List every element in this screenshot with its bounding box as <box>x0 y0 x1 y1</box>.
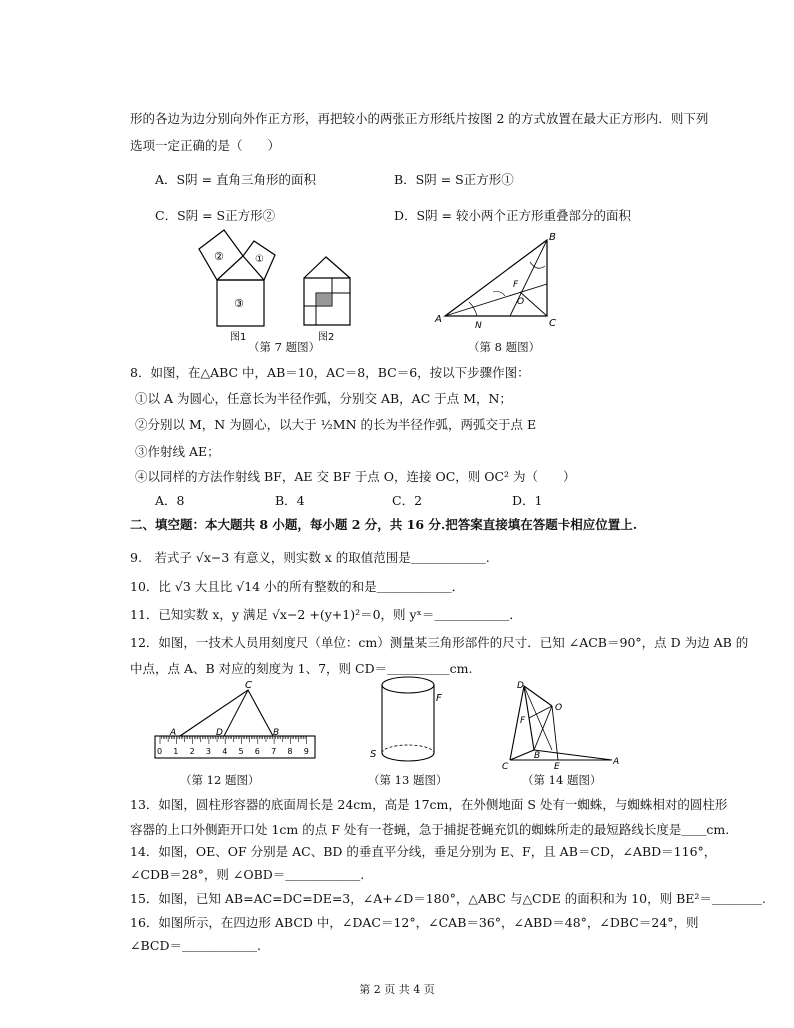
label-b: B <box>549 232 556 243</box>
q8-step1: ①以 A 为圆心，任意长为半径作弧，分别交 AB，AC 于点 M，N； <box>135 391 512 406</box>
label-e: E <box>554 762 560 772</box>
q7-line2: 选项一定正确的是（ ） <box>130 138 281 153</box>
label-a: A <box>170 728 177 738</box>
q8-step4: ④以同样的方法作射线 BF，AE 交 BF 于点 O，连接 OC，则 OC² 为（ ） <box>135 469 576 484</box>
ruler-tick-label: 0 <box>157 747 163 756</box>
q7-option-a: A．S阴 = 直角三角形的面积 <box>155 172 317 187</box>
page-footer: 第 2 页 共 4 页 <box>359 983 435 996</box>
q7-line1: 形的各边为边分别向外作正方形，再把较小的两张正方形纸片按图 2 的方式放置在最大正方形内．则下列 <box>130 111 709 126</box>
label-n: N <box>475 321 482 331</box>
q16-line1: 16．如图所示，在四边形 ABCD 中，∠DAC＝12°，∠CAB＝36°，∠ABD＝48°，∠DBC＝24°，则 <box>130 915 699 930</box>
ruler-tick-label: 7 <box>271 747 277 756</box>
label-o: O <box>517 297 525 307</box>
q7-option-c: C．S阴 = S正方形② <box>155 208 276 223</box>
label-o: O <box>555 703 563 713</box>
label-s: S <box>370 749 377 760</box>
ruler-tick-label: 2 <box>189 747 195 756</box>
label-f: F <box>513 280 519 290</box>
section-2-heading: 二、填空题：本大题共 8 小题，每小题 2 分，共 16 分.把答案直接填在答题卡相应位置上. <box>130 517 638 532</box>
q12-figure <box>152 680 322 770</box>
q8-step3: ③作射线 AE； <box>135 444 220 459</box>
label-c: C <box>245 680 252 691</box>
ruler-tick-label: 5 <box>238 747 244 756</box>
ruler-tick-label: 1 <box>173 747 179 756</box>
q8-figure <box>435 232 570 332</box>
fig1-label: 图1 <box>230 332 247 343</box>
q13-figure <box>366 675 456 770</box>
q12-line1: 12．如图，一技术人员用刻度尺（单位：cm）测量某三角形部件的尺寸．已知 ∠ACB＝90°，点 D 为边 AB 的 <box>130 635 749 650</box>
square-1-label: ① <box>255 254 264 265</box>
label-b: B <box>534 751 541 761</box>
label-f: F <box>520 716 526 726</box>
label-d: D <box>216 728 223 738</box>
label-b: B <box>273 728 280 738</box>
ruler-tick-label: 6 <box>254 747 260 756</box>
ruler-tick-label: 3 <box>205 747 211 756</box>
q13-line2: 容器的上口外侧距开口处 1cm 的点 F 处有一苍蝇，急于捕捉苍蝇充饥的蜘蛛所走的最短路线长度是＿＿cm. <box>130 822 730 837</box>
label-f: F <box>436 693 442 704</box>
q7-figure <box>190 225 370 345</box>
q7-caption: （第 7 题图） <box>248 340 321 354</box>
q8-option-c: C．2 <box>392 493 423 508</box>
q7-option-d: D．S阴 = 较小两个正方形重叠部分的面积 <box>394 208 632 223</box>
ruler-tick-label: 9 <box>303 747 309 756</box>
q8-stem: 8．如图，在△ABC 中，AB＝10，AC＝8，BC＝6，按以下步骤作图： <box>130 365 530 380</box>
ruler-tick-label: 4 <box>222 747 228 756</box>
label-c: C <box>502 762 509 772</box>
q14-caption: （第 14 题图） <box>522 773 602 787</box>
label-a: A <box>435 314 442 325</box>
q11: 11．已知实数 x，y 满足 √x−2 +(y+1)²＝0，则 yˣ＝＿＿＿＿＿＿． <box>130 607 522 622</box>
q10: 10．比 √3 大且比 √14 小的所有整数的和是＿＿＿＿＿＿． <box>130 579 465 594</box>
q16-line2: ∠BCD＝＿＿＿＿＿＿. <box>130 938 261 953</box>
q15: 15．如图，已知 AB=AC=DC=DE=3，∠A+∠D＝180°，△ABC 与△CDE 的面积和为 10，则 BE²＝＿＿＿＿. <box>130 891 766 906</box>
label-c: C <box>549 318 556 329</box>
q8-option-a: A．8 <box>155 493 185 508</box>
square-3-label: ③ <box>234 297 244 310</box>
q13-caption: （第 13 题图） <box>368 773 448 787</box>
label-d: D <box>517 681 524 691</box>
q8-step2: ②分别以 M，N 为圆心，以大于 ½MN 的长为半径作弧，两弧交于点 E <box>135 417 537 432</box>
triangle-abc <box>445 240 547 316</box>
q8-option-d: D．1 <box>512 493 543 508</box>
q8-option-b: B．4 <box>275 493 305 508</box>
q13-line1: 13．如图，圆柱形容器的底面周长是 24cm，高是 17cm，在外侧地面 S 处有一蜘蛛，与蜘蛛相对的圆柱形 <box>130 797 728 812</box>
ruler-tick-label: 8 <box>287 747 293 756</box>
q12-line2: 中点，点 A、B 对应的刻度为 1、7，则 CD＝＿＿＿＿＿cm. <box>130 661 473 676</box>
q14-figure <box>496 678 621 770</box>
square-2-label: ② <box>214 250 224 263</box>
q12-caption: （第 12 题图） <box>180 773 260 787</box>
fig2-label: 图2 <box>318 332 335 343</box>
q7-option-b: B．S阴 = S正方形① <box>394 172 514 187</box>
q14-line2: ∠CDB＝28°，则 ∠OBD＝＿＿＿＿＿＿. <box>130 867 365 882</box>
q14-line1: 14．如图，OE、OF 分别是 AC、BD 的垂直平分线，垂足分别为 E、F，且 AB＝CD，∠ABD＝116°， <box>130 844 717 859</box>
label-a: A <box>613 757 620 767</box>
q8-caption: （第 8 题图） <box>468 340 541 354</box>
q9: 9. 若式子 √x−3 有意义，则实数 x 的取值范围是＿＿＿＿＿＿. <box>130 550 490 565</box>
